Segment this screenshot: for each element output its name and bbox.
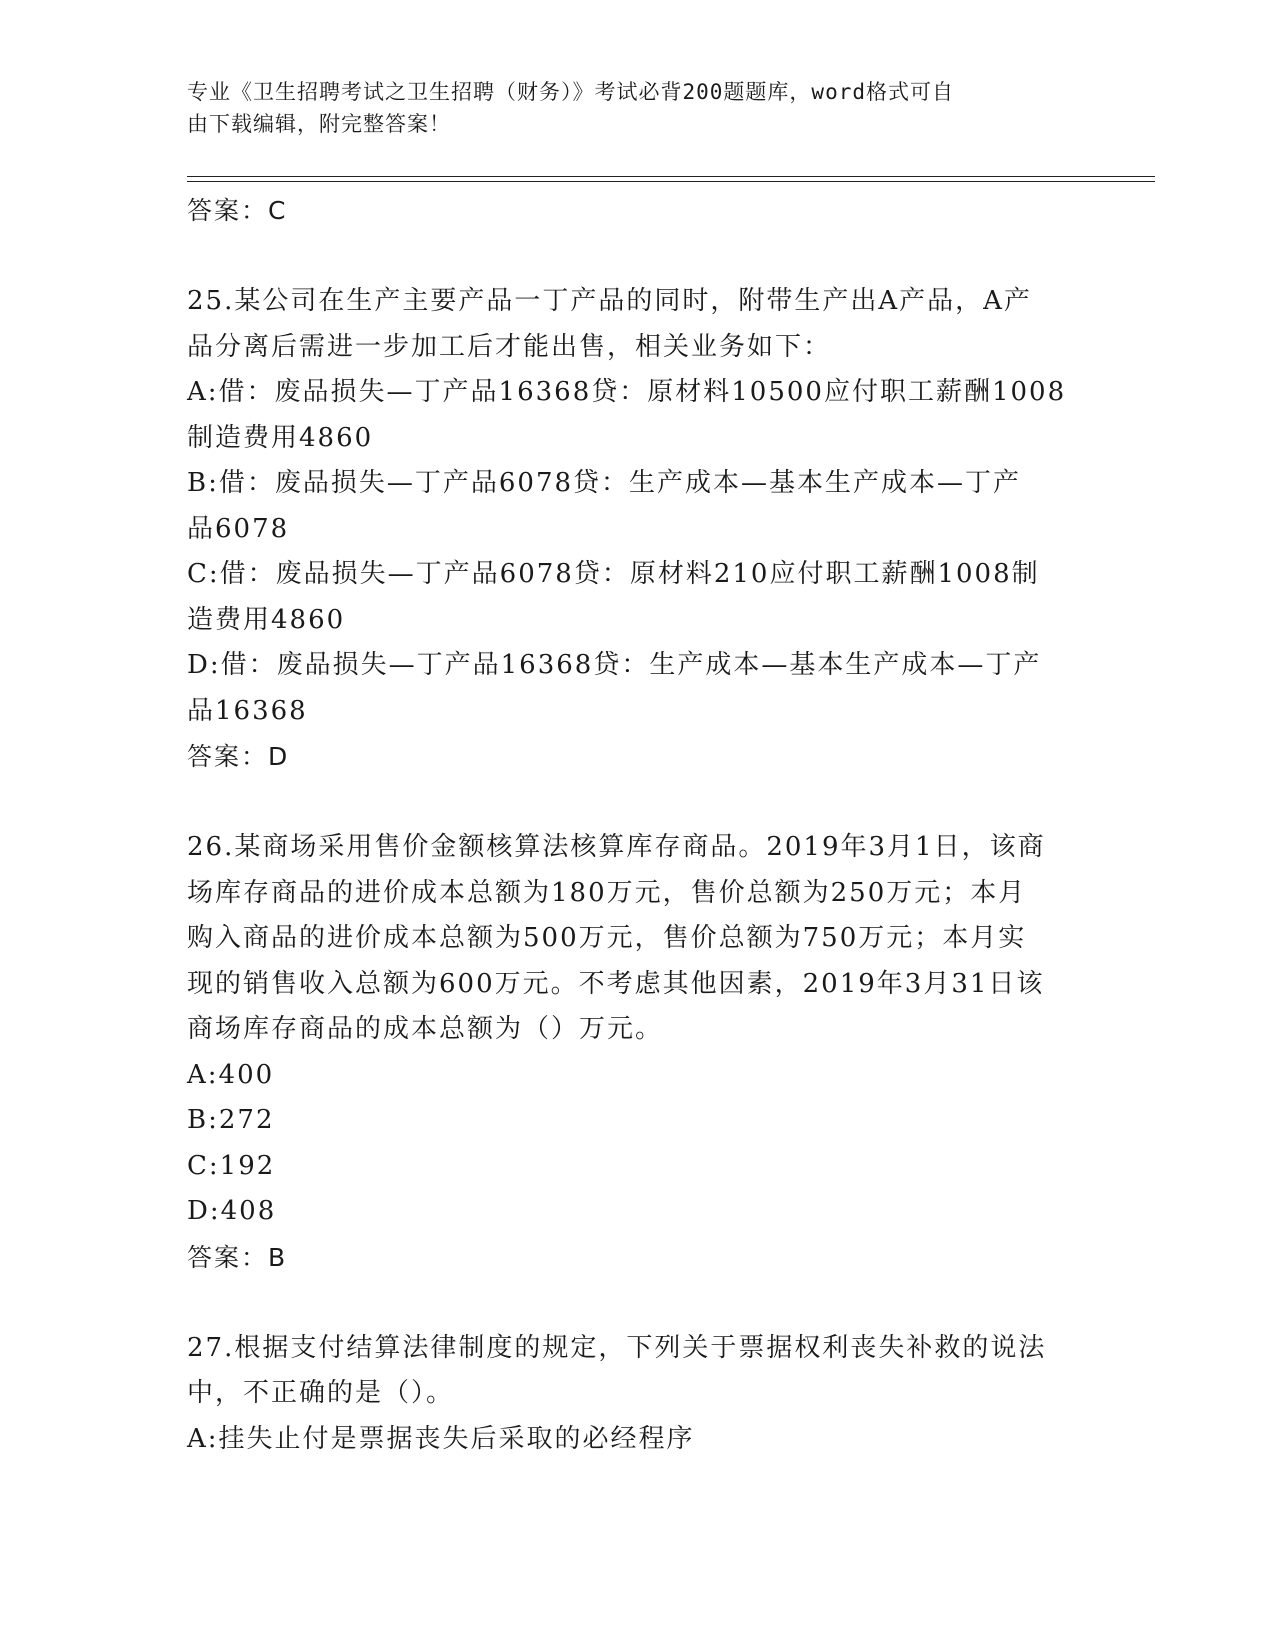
option-c: C:192 bbox=[187, 1150, 276, 1181]
question-stem-line: 购入商品的进价成本总额为500万元，售价总额为750万元；本月实 bbox=[187, 923, 1027, 953]
document-header bbox=[187, 76, 1077, 140]
option-d: D:408 bbox=[187, 1196, 277, 1226]
option-a-cont: 制造费用4860 bbox=[187, 422, 374, 453]
question-stem-line: 中，不正确的是（）。 bbox=[187, 1378, 455, 1408]
option-a: A:借：废品损失—丁产品16368贷：原材料10500应付职工薪酬1008 bbox=[187, 377, 1067, 407]
option-d-cont: 品16368 bbox=[187, 695, 308, 726]
header-rule-bottom bbox=[187, 181, 1155, 182]
prev-answer: 答案：C bbox=[187, 196, 288, 225]
option-a: A:400 bbox=[187, 1059, 275, 1090]
header-line-1: 专业《卫生招聘考试之卫生招聘（财务）》考试必背200题题库，word格式可自 bbox=[187, 80, 954, 104]
option-b: B:借：废品损失—丁产品6078贷：生产成本—基本生产成本—丁产 bbox=[187, 468, 1022, 498]
question-stem-line: 25.某公司在生产主要产品一丁产品的同时，附带生产出A产品，A产 bbox=[187, 286, 1032, 316]
answer: 答案：D bbox=[187, 742, 290, 771]
option-a: A:挂失止付是票据丧失后采取的必经程序 bbox=[187, 1423, 695, 1454]
option-c-cont: 造费用4860 bbox=[187, 604, 346, 635]
question-stem-line: 26.某商场采用售价金额核算法核算库存商品。2019年3月1日，该商 bbox=[187, 832, 1046, 862]
header-rule-top bbox=[187, 176, 1155, 177]
question-stem-line: 27.根据支付结算法律制度的规定，下列关于票据权利丧失补救的说法 bbox=[187, 1332, 1047, 1363]
document-body bbox=[187, 188, 1087, 1462]
answer: 答案：B bbox=[187, 1242, 288, 1272]
header-line-2: 由下载编辑，附完整答案！ bbox=[187, 112, 451, 136]
option-b: B:272 bbox=[187, 1105, 275, 1135]
question-stem-line: 品分离后需进一步加工后才能出售，相关业务如下： bbox=[187, 331, 832, 362]
question-stem-line: 场库存商品的进价成本总额为180万元，售价总额为250万元；本月 bbox=[187, 877, 1027, 908]
question-26 bbox=[187, 825, 1087, 1280]
option-b-cont: 品6078 bbox=[187, 513, 290, 544]
question-stem-line: 现的销售收入总额为600万元。不考虑其他因素，2019年3月31日该 bbox=[187, 968, 1045, 999]
option-d: D:借：废品损失—丁产品16368贷：生产成本—基本生产成本—丁产 bbox=[187, 650, 1042, 680]
option-c: C:借：废品损失—丁产品6078贷：原材料210应付职工薪酬1008制 bbox=[187, 559, 1040, 589]
question-stem-line: 商场库存商品的成本总额为（）万元。 bbox=[187, 1014, 664, 1044]
question-27 bbox=[187, 1326, 1087, 1463]
question-25 bbox=[187, 279, 1087, 779]
